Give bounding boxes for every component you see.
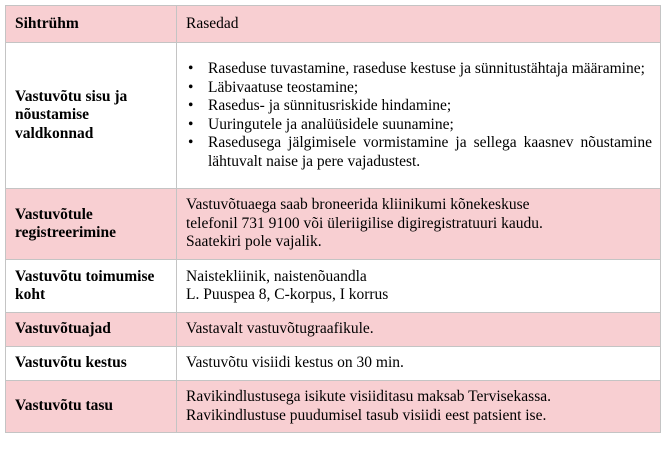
row-label: Vastuvõtu toimumise koht: [6, 260, 177, 313]
list-item-text: Rasedus- ja sünnitusriskide hindamine;: [208, 97, 452, 114]
row-value: [177, 347, 661, 381]
list-item-text: Rasedusega jälgimisele vormistamine ja sellega kaasnev nõustamine lähtuvalt naise ja pere vajadustest.: [208, 134, 652, 170]
row-value: [177, 260, 661, 313]
list-item: [188, 78, 652, 98]
value-line: Ravikindlustusega isikute visiiditasu maksab Tervisekassa.: [186, 388, 551, 405]
value-line: telefonil 731 9100 või üleriigilise digiregistratuuri kaudu.: [186, 214, 543, 232]
row-value: [177, 313, 661, 347]
row-label: Vastuvõtu kestus: [6, 347, 177, 381]
value-line: Vastuvõtu visiidi kestus on 30 min.: [186, 354, 404, 372]
row-value: [177, 6, 661, 43]
value-line: Vastavalt vastuvõtugraafikule.: [186, 320, 374, 338]
value-line: Vastuvõtuaega saab broneerida kliinikumi kõnekeskuse: [186, 196, 530, 214]
row-location: [6, 260, 661, 313]
row-label: Sihtrühm: [6, 6, 177, 43]
row-label: Vastuvõtule registreerimine: [6, 189, 177, 260]
bullet-icon: •: [188, 97, 194, 114]
row-hours: [6, 313, 661, 347]
value-line: Rasedad: [186, 14, 239, 32]
row-value: [177, 189, 661, 260]
service-list: [186, 60, 652, 171]
row-label: Vastuvõtuajad: [6, 313, 177, 347]
list-item-text: Uuringutele ja analüüsidele suunamine;: [208, 115, 454, 133]
list-item-text: Raseduse tuvastamine, raseduse kestuse ja sünnitustähtaja määramine;: [208, 60, 645, 77]
value-line: Saatekiri pole vajalik.: [186, 233, 322, 251]
bullet-icon: •: [188, 60, 194, 77]
bullet-icon: •: [188, 78, 194, 96]
row-label: Vastuvõtu tasu: [6, 381, 177, 433]
row-value: [177, 43, 661, 189]
bullet-icon: •: [188, 115, 194, 133]
appointment-info-table: [5, 5, 661, 433]
row-duration: [6, 347, 661, 381]
value-line: Naistekliinik, naistenõuandla: [186, 267, 367, 285]
row-label: Vastuvõtu sisu ja nõustamise valdkonnad: [6, 43, 177, 189]
bullet-icon: •: [188, 134, 194, 151]
row-fee: [6, 381, 661, 433]
list-item: [188, 60, 652, 79]
list-item-text: Läbivaatuse teostamine;: [208, 78, 359, 96]
value-line: L. Puuspea 8, C-korpus, I korrus: [186, 286, 389, 303]
row-value: [177, 381, 661, 433]
list-item: [188, 115, 652, 135]
row-service-content: [6, 43, 661, 189]
row-target-group: [6, 6, 661, 43]
row-registration: [6, 189, 661, 260]
value-line: Ravikindlustuse puudumisel tasub visiidi eest patsient ise.: [186, 406, 547, 424]
list-item: [188, 97, 652, 116]
list-item: [188, 134, 652, 171]
